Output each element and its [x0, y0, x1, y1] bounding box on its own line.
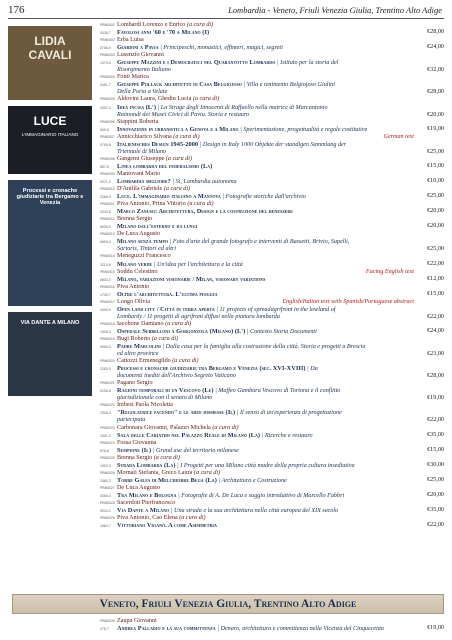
catalogue-line [100, 156, 444, 163]
catalogue-line [100, 625, 444, 633]
catalogue-line [100, 485, 444, 492]
price: €15,00 [427, 290, 444, 297]
isbn-code: 0355-4 [100, 493, 111, 498]
price: €22,00 [427, 260, 444, 267]
catalogue-line [100, 141, 444, 149]
author-name: Brenna Sergio [117, 454, 153, 461]
book-title: Oltre l'architettura. L'ultima pioggia [117, 290, 218, 298]
author-name: Aldovini Laura, Ghedin Lucia [117, 96, 192, 103]
price: €24,00 [427, 44, 444, 51]
isbn-code: 0803-0 [100, 277, 111, 282]
catalogue-line [100, 22, 444, 29]
catalogue-line [100, 223, 444, 231]
isbn-code: PBN0028 [100, 501, 115, 505]
book-subtitle-cont: Sartoris, Tintori ed altri [117, 246, 177, 253]
book-title: Strada Lombarda (La) [117, 461, 176, 469]
catalogue-line [100, 37, 444, 44]
book-subtitle-cont: Risorgimento Italiano [117, 67, 171, 74]
isbn-code: 4397-4 [100, 105, 111, 110]
isbn-code: 2306-4 [100, 411, 111, 416]
catalogue-line [100, 208, 444, 216]
isbn-code: 0108-8 [100, 389, 111, 394]
isbn-code: 2289-9 [100, 195, 111, 200]
book-covers [8, 26, 92, 402]
catalogue-line [100, 178, 444, 186]
price: €22,00 [427, 522, 444, 529]
catalogue-line [100, 395, 444, 402]
isbn-code: PBN0005 [100, 97, 115, 102]
price: €19,00 [427, 395, 444, 402]
catalogue-line [100, 238, 444, 246]
isbn-code: 2283-9 [100, 367, 111, 372]
isbn-code: 2484-3 [100, 478, 111, 483]
catalogue-line [100, 522, 444, 530]
book-subtitle: | Principeschi, monastici, effimeri, magici, segreti [160, 45, 283, 52]
isbn-code: PBN0009 [100, 171, 115, 176]
catalogue-line [100, 462, 444, 470]
catalogue-line [100, 321, 444, 328]
book-subtitle: | La Strage degli Innocenti di Raffaello nella matrice di Marcantonio [157, 104, 328, 111]
book-title: Padre Marcolini [117, 343, 161, 351]
book-title: Sala delle Cariatidi nel Palazzo Reale di Milano (La) [117, 431, 261, 439]
book-subtitle: | Architettura e Costruzione [218, 477, 287, 484]
editor-note: (a cura di) [151, 335, 179, 342]
book-subtitle: | Sperimentazione, progettualità e regole costitutive [240, 126, 368, 133]
book-title: Ospedale Sebbelloni a Gorgonzola (Milano) (L') [117, 327, 246, 335]
price: €35,00 [427, 507, 444, 514]
isbn-code: PBN0025 [100, 455, 115, 460]
book-subtitle: | Ricerche e restauro [261, 432, 313, 439]
book-title: Via Dante a Milano [117, 507, 170, 515]
isbn-code: PBN0010 [100, 187, 115, 192]
isbn-code: 857-5 [100, 164, 109, 169]
catalogue-line [100, 171, 444, 178]
book-title: Linea lombarda del federalismo (La) [117, 162, 213, 170]
book-subtitle: | Maffeo Gambara Vescovo di Tortona e il conflitto [215, 388, 341, 395]
catalogue-line [100, 276, 444, 284]
book-subtitle: | Dalla casa per la famiglia alla costruzione della città. Storia e progetti a Brescia [162, 344, 366, 351]
catalogue-line [100, 477, 444, 485]
catalogue-line [100, 246, 444, 253]
catalogue-line [100, 455, 444, 462]
author-name: Lombardi Lorenzo e Enrico [117, 22, 186, 28]
catalogue-list [100, 22, 444, 530]
price: €15,00 [427, 162, 444, 169]
catalogue-line [100, 269, 444, 276]
isbn-code: 3215-8 [100, 262, 111, 267]
catalogue-line [100, 134, 444, 141]
book-subtitle-cont: Lombardy / 11 progetti di agrifront diffusi nella pianura lombarda [117, 313, 280, 320]
book-subtitle: | Grand axe del territorio milanese [152, 447, 239, 454]
book-title: Italienisches Design 1945-2000 [117, 140, 199, 148]
author-name: Soddu Celestino [117, 268, 158, 275]
book-title: Marco Zanuso: Architettura, Design e la costruzione del benessere [117, 208, 293, 216]
author-name: Lusenzio Giovanni [117, 52, 164, 59]
catalogue-line [100, 336, 444, 343]
isbn-code: PBN0019 [100, 336, 115, 341]
catalogue-line [100, 417, 444, 424]
editor-note: (a cura di) [212, 424, 239, 431]
editor-note: (a cura di) [163, 186, 191, 193]
price: €28,00 [427, 29, 444, 36]
book-subtitle: | Una strada e la sua architettura nella città europea del XIX secolo [170, 508, 339, 515]
language-note: Facing English text [365, 268, 414, 275]
book-title: Milano senza tempo [117, 238, 169, 246]
author-name: D'Anilila Gabriele [117, 186, 163, 193]
catalogue-line [100, 291, 444, 299]
price: €22,00 [427, 313, 444, 320]
book-title: Ragioni temporali di un Vescovo (Le) [117, 387, 214, 395]
editor-note: (a cura di) [192, 96, 220, 103]
book-title: Lombardia migliore? [117, 177, 171, 185]
author-name: Gangemi Giuseppe [117, 155, 165, 162]
catalogue-line [100, 306, 444, 314]
catalogue-line [100, 440, 444, 447]
editor-note: (a cura di) [165, 155, 193, 162]
author-name: Stappini Roberta [117, 118, 159, 125]
catalogue-line [100, 96, 444, 103]
cover-top [8, 26, 92, 100]
price: €12,00 [427, 275, 444, 282]
isbn-code: PBN0021 [100, 381, 115, 386]
price: €25,00 [427, 246, 444, 253]
book-title: Andrea Palladio e la sua committenza [117, 625, 216, 633]
cover-title: Processi e cronache giudiziarie tra Bergamo e Venezia [16, 188, 84, 206]
catalogue-line [100, 231, 444, 238]
author-name: Pagano Sergio [117, 380, 153, 387]
section-entries [100, 618, 444, 633]
catalogue-line [100, 253, 444, 260]
isbn-code: 2491-7 [100, 83, 111, 88]
price: €23,00 [427, 351, 444, 358]
book-subtitle-cont: Triennale di Milano [117, 148, 167, 155]
cover-title: LUCE [33, 114, 67, 128]
isbn-code: PBN0026 [100, 470, 115, 475]
price: €15,00 [427, 446, 444, 453]
author-name: Mantovani Mario [117, 170, 161, 177]
cover-2 [8, 312, 92, 396]
author-name: De Luca Augusto [117, 484, 160, 491]
cover-title: VIA DANTE A MILANO [20, 320, 80, 326]
catalogue-line [100, 112, 444, 119]
book-subtitle: | Villa e tenimento Belgiojoso Giulini [243, 82, 335, 89]
book-title: Torre Galfa di Melchiorre Bega (La) [117, 476, 217, 484]
editor-note: (a cura di) [187, 201, 214, 208]
catalogue-line [100, 314, 444, 321]
catalogue-line [100, 500, 444, 507]
author-name: Piva Antonio [117, 283, 150, 290]
isbn-code: 2693-9 [100, 307, 111, 312]
book-title: Sempione (Il) [117, 446, 152, 454]
author-name: Longo Olivia [117, 298, 150, 305]
price: €25,00 [427, 476, 444, 483]
book-subtitle-cont: Della Porta a Velate [117, 89, 168, 96]
catalogue-line [100, 299, 444, 306]
author-name: Iacobone Damiano [117, 320, 164, 327]
book-subtitle: | Istituto per la storia del [276, 60, 339, 67]
isbn-code: PBN0029 [100, 516, 115, 521]
language-note: English/Italian text with Spanish/Portuguese abstract [282, 298, 414, 305]
catalogue-line [100, 67, 444, 74]
isbn-code: PBN0022 [100, 403, 115, 408]
isbn-code: 1740-7 [100, 292, 111, 297]
page-number: 176 [8, 4, 25, 16]
book-title: Open land city / Città in terra aperta [117, 305, 215, 313]
author-name: Mornati Stefania, Greco Laura [117, 469, 193, 476]
editor-note: (a cura di) [179, 515, 206, 522]
region-title: Lombardia - Veneto, Friuli Venezia Giulia, Trentino Alto Adige [228, 5, 442, 15]
author-name: Carbonara Giovanni, Palazzo Michela [117, 424, 211, 431]
catalogue-line [100, 507, 444, 515]
isbn-code: PBN0004 [100, 75, 115, 80]
author-name: Brenna Sergio [117, 216, 153, 223]
book-title: Milano verde [117, 260, 153, 268]
book-subtitle: | Design in Italy 1000 Objekte der standigen Sammlung der [199, 141, 347, 148]
price: €25,00 [427, 193, 444, 200]
author-name: Zaupa Giovanni [117, 618, 157, 624]
catalogue-line [100, 470, 444, 477]
book-subtitle: | Fotografie di A. De Luca e saggio introduttivo di Marcello Fabbri [177, 492, 345, 499]
book-title: Innovazione in urbanistica a Genova e a Milano [117, 125, 239, 133]
isbn-code: 0795-8 [100, 142, 111, 147]
catalogue-line [100, 409, 444, 417]
catalogue-line [100, 149, 444, 156]
author-name: Erba Luisa [117, 37, 144, 44]
author-name: Sacerdoti Pierfrancesco [117, 500, 176, 506]
isbn-code: PBN0006 [100, 119, 115, 124]
isbn-code: PBN0001 [100, 23, 115, 27]
book-title: Processi e cronache giudiziarie tra Bergamo e Venezia (sec. XVI-XVIII) [117, 365, 306, 373]
author-name: Piva Antonio, Prina Vittorio [117, 201, 186, 208]
book-title: Favolosi anni '60 e '70 a Milano (I) [117, 29, 210, 37]
catalogue-line [100, 447, 444, 455]
catalogue-line [100, 343, 444, 351]
book-subtitle: | Foto d'arte del grande fotografo e interventi di Bassetti, Brivio, Sapelli, [169, 239, 350, 246]
book-subtitle-cont: giurisdizionale con il senato di Milano [117, 395, 213, 402]
isbn-code: PBN0014 [100, 254, 115, 259]
isbn-code: PBN0030 [100, 619, 115, 623]
price: €19,00 [427, 625, 444, 632]
book-subtitle: | Sì, Lombardia autonoma [172, 178, 237, 185]
author-name: De Luca Augusto [117, 231, 160, 238]
isbn-code: PBN0020 [100, 359, 115, 364]
editor-note: (a cura di) [165, 320, 192, 327]
catalogue-line [100, 365, 444, 373]
price: €20,00 [427, 111, 444, 118]
price: €19,00 [427, 125, 444, 132]
catalogue-line [100, 432, 444, 440]
catalogue-line [100, 425, 444, 432]
isbn-code: 549-5 [100, 127, 109, 132]
isbn-code: PBN0013 [100, 232, 115, 237]
isbn-code: PBN0017 [100, 299, 115, 304]
price: €20,00 [427, 208, 444, 215]
cover-0 [8, 106, 92, 174]
catalogue-line [100, 380, 444, 387]
book-title: Giardini a Pavia [117, 44, 159, 52]
catalogue-line [100, 119, 444, 126]
book-subtitle-cont: partecipata [117, 417, 146, 424]
book-subtitle: | Denaro, architettura e committenza nella Vicenza del Cinquecento [217, 626, 385, 633]
isbn-code: 4538-7 [100, 31, 111, 36]
price: €35,00 [427, 431, 444, 438]
cover-title: LIDIA CAVALI [28, 34, 72, 62]
cover-1 [8, 180, 92, 306]
isbn-code: PBN0018 [100, 321, 115, 326]
isbn-code: 5009-5 [100, 225, 111, 230]
author-name: Fonti Marica [117, 74, 149, 81]
catalogue-line [100, 618, 444, 625]
catalogue-line [100, 104, 444, 112]
isbn-code: 0693-5 [100, 240, 111, 245]
page-header [0, 0, 452, 20]
price: €20,00 [427, 223, 444, 230]
book-title: Giuseppe Pollack architetto di Casa Belgiojoso [117, 81, 242, 89]
author-name: Imbesi Paola Nicoletta [117, 402, 173, 409]
catalogue-line [100, 328, 444, 336]
catalogue-line [100, 261, 444, 269]
editor-note: (a cura di) [172, 358, 199, 365]
book-title: Milano, variazioni visionarie / Milan, visionary variations [117, 275, 266, 283]
catalogue-line [100, 284, 444, 291]
author-name: Bugi Roberto [117, 335, 151, 342]
isbn-code: 2301-9 [100, 433, 111, 438]
isbn-code: PBN0024 [100, 440, 115, 445]
isbn-code: PBN0003 [100, 53, 115, 58]
book-title: Giuseppe Mazzini e i Democratici nel Quarantotto Lombardo [117, 59, 276, 67]
isbn-code: PBN0008 [100, 156, 115, 161]
isbn-code: 1920-3 [100, 463, 111, 468]
isbn-code: PBN0011 [100, 202, 115, 207]
isbn-code: 0756-9 [100, 46, 111, 51]
book-subtitle-cont: documenti inediti dell'Archivio Segreto Vaticano [117, 373, 236, 380]
book-subtitle: | Da [307, 366, 318, 373]
catalogue-line [100, 515, 444, 522]
book-subtitle: | I Progetti per una Milano città madre della propria cultura insediativa [177, 462, 355, 469]
book-subtitle: | Il senso di un'esperienza di progettazione [236, 410, 342, 417]
book-title: Milano dall'esterno e da lungi [117, 223, 198, 231]
price: €25,00 [427, 148, 444, 155]
isbn-code: 678-8 [100, 448, 109, 453]
language-note: German text [383, 133, 414, 140]
catalogue-line [100, 216, 444, 223]
catalogue-line [100, 201, 444, 208]
catalogue-line [100, 126, 444, 134]
isbn-code: 1584-7 [100, 524, 111, 529]
author-name: Piva Antonio, Cao Elena [117, 515, 178, 522]
editor-note: (a cura di) [193, 469, 221, 476]
book-subtitle: | Contesto Storia Documenti [246, 328, 317, 335]
price: €10,00 [427, 177, 444, 184]
isbn-code: PBN0002 [100, 38, 115, 43]
isbn-code: PBN0015 [100, 269, 115, 274]
catalogue-line [100, 373, 444, 380]
book-subtitle-cont: ed altre province [117, 351, 159, 358]
price: €32,00 [427, 67, 444, 74]
catalogue-line [100, 81, 444, 89]
book-title: Vittoriano Viganò. A come Asimmetria [117, 522, 217, 530]
catalogue-line [100, 358, 444, 365]
catalogue-line [100, 186, 444, 193]
catalogue-line [100, 74, 444, 81]
editor-note: (a cura di) [186, 22, 214, 28]
header-rule [8, 18, 444, 19]
isbn-code: PBN0007 [100, 134, 115, 139]
book-subtitle: | Fotografie storiche dall'archivio [222, 194, 306, 201]
book-title: Luce. L'immaginario italiano a Mantova [117, 193, 221, 201]
catalogue-line [100, 44, 444, 52]
editor-note: (a cura di) [153, 454, 181, 461]
price: €20,00 [427, 491, 444, 498]
price: €24,00 [427, 327, 444, 334]
catalogue-line [100, 387, 444, 395]
catalogue-line [100, 402, 444, 409]
section-banner: Veneto, Friuli Venezia Giulia, Trentino Alto Adige [12, 594, 444, 614]
book-title: "Regolatrice facendo" e le aree dismesse (Il) [117, 409, 236, 417]
isbn-code: PBN0016 [100, 284, 115, 289]
book-subtitle-cont: Raimondi dei Musei Civici di Pavia. Storia e restauro [117, 111, 250, 118]
isbn-code: 1408-0 [100, 329, 111, 334]
catalogue-line [100, 29, 444, 37]
catalogue-line [100, 59, 444, 67]
editor-note: (a cura di) [173, 133, 200, 140]
isbn-code: PBN0012 [100, 217, 115, 222]
cover-subtitle: L'IMMAGINARIO ITALIANO [21, 132, 79, 137]
isbn-code: 275-7 [100, 627, 109, 632]
author-name: Fossa Giovanna [117, 439, 157, 446]
isbn-code: PBN0027 [100, 485, 115, 490]
book-subtitle: | 11 projects of spreadagrifront in the lowland of [216, 306, 336, 313]
isbn-code: 2343-6 [100, 210, 111, 215]
isbn-code: PBN0023 [100, 425, 115, 430]
author-name: Annicchiarico Silvana [117, 133, 172, 140]
book-title: Idea incisa (L') [117, 103, 156, 111]
isbn-code: 0084-3 [100, 345, 111, 350]
catalogue-line [100, 163, 444, 171]
isbn-code: 3071-0 [100, 179, 111, 184]
isbn-code: 3002-2 [100, 509, 111, 514]
author-name: Cattozzi Ermenegildo [117, 358, 171, 365]
isbn-code: 1370-6 [100, 61, 111, 66]
catalogue-line [100, 193, 444, 201]
price: €30,00 [427, 461, 444, 468]
price: €28,00 [427, 373, 444, 380]
book-title: Tra Milano e Bologna [117, 491, 177, 499]
author-name: Meneguzzi Francesco [117, 253, 171, 260]
catalogue-line [100, 492, 444, 500]
price: €22,00 [427, 417, 444, 424]
catalogue-line [100, 52, 444, 59]
book-subtitle: | Un'idea per l'architettura e la città [153, 261, 243, 268]
price: €28,00 [427, 89, 444, 96]
